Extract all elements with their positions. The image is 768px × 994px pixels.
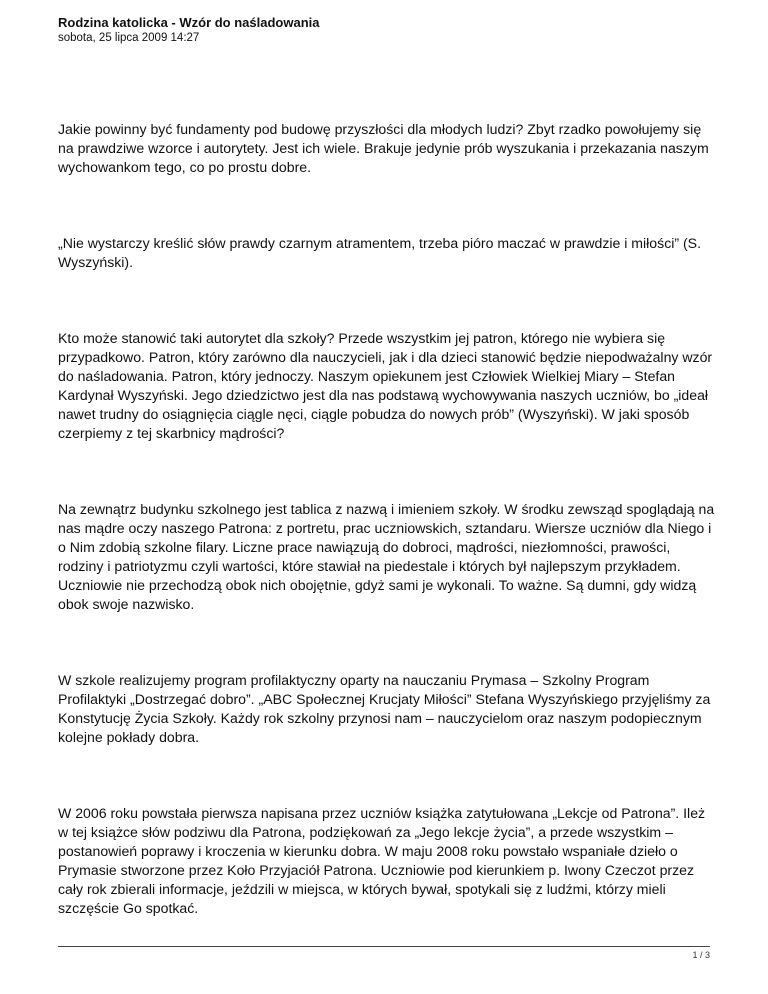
page-number: 1 / 3 <box>692 950 710 960</box>
document-date: sobota, 25 lipca 2009 14:27 <box>58 32 200 44</box>
paragraph-6: W 2006 roku powstała pierwsza napisana przez uczniów książka zatytułowana „Lekcje od Patrona”. Ileż w tej książce słów podziwu dla Patrona, podziękowań za „Jego lekcje życia”, a przede wszystkim – postanowień poprawy i kroczenia w kierunku dobra. W maju 2008 roku powstało wspaniałe dzieło o Prymasie stworzone przez Koło Przyjaciół Patrona. Uczniowie pod kierunkiem p. Iwony Czeczot przez cały rok zbierali informacje, jeździli w miejsca, w których bywał, spotykali się z ludźmi, którzy mieli szczęście Go spotkać. <box>58 805 706 916</box>
paragraph-1: Jakie powinny być fundamenty pod budowę przyszłości dla młodych ludzi? Zbyt rzadko powołujemy się na prawdziwe wzorce i autorytety. Jest ich wiele. Brakuje jedynie prób wyszukania i przekazania naszym wychowankom tego, co po prostu dobre. <box>58 121 709 175</box>
article-body <box>58 120 718 975</box>
paragraph-2: „Nie wystarczy kreślić słów prawdy czarnym atramentem, trzeba pióro maczać w prawdzie i miłości” (S. Wyszyński). <box>58 235 701 270</box>
document-title: Rodzina katolicka - Wzór do naśladowania <box>58 15 320 30</box>
paragraph-3: Kto może stanowić taki autorytet dla szkoły? Przede wszystkim jej patron, którego nie wybiera się przypadkowo. Patron, który zarówno dla nauczycieli, jak i dla dzieci stanowić będzie niepodważalny wzór do naśladowania. Patron, który jednoczy. Naszym opiekunem jest Człowiek Wielkiej Miary – Stefan Kardynał Wyszyński. Jego dziedzictwo jest dla nas podstawą wychowywania naszych uczniów, bo „ideał nawet trudny do osiągnięcia ciągle nęci, ciągle pobudza do nowych prób” (Wyszyński). W jaki sposób czerpiemy z tej skarbnicy mądrości? <box>58 330 713 441</box>
paragraph-4: Na zewnątrz budynku szkolnego jest tablica z nazwą i imieniem szkoły. W środku zewsząd spoglądają na nas mądre oczy naszego Patrona: z portretu, prac uczniowskich, sztandaru. Wiersze uczniów dla Niego i o Nim zdobią szkolne filary. Liczne prace nawiązują do dobroci, mądrości, niezłomności, prawości, rodziny i patriotyzmu czyli wartości, które stawiał na piedestale i których był najlepszym przykładem. Uczniowie nie przechodzą obok nich obojętnie, gdyż sami je wykonali. To ważne. Są dumni, gdy widzą obok swoje nazwisko. <box>58 501 715 612</box>
footer-divider <box>58 946 710 947</box>
paragraph-5: W szkole realizujemy program profilaktyczny oparty na nauczaniu Prymasa – Szkolny Program Profilaktyki „Dostrzegać dobro”. „ABC Społecznej Krucjaty Miłości” Stefana Wyszyńskiego przyjęliśmy za Konstytucję Życia Szkoły. Każdy rok szkolny przynosi nam – nauczycielom oraz naszym podopiecznym kolejne pokłady dobra. <box>58 672 711 745</box>
document-header <box>58 15 718 45</box>
